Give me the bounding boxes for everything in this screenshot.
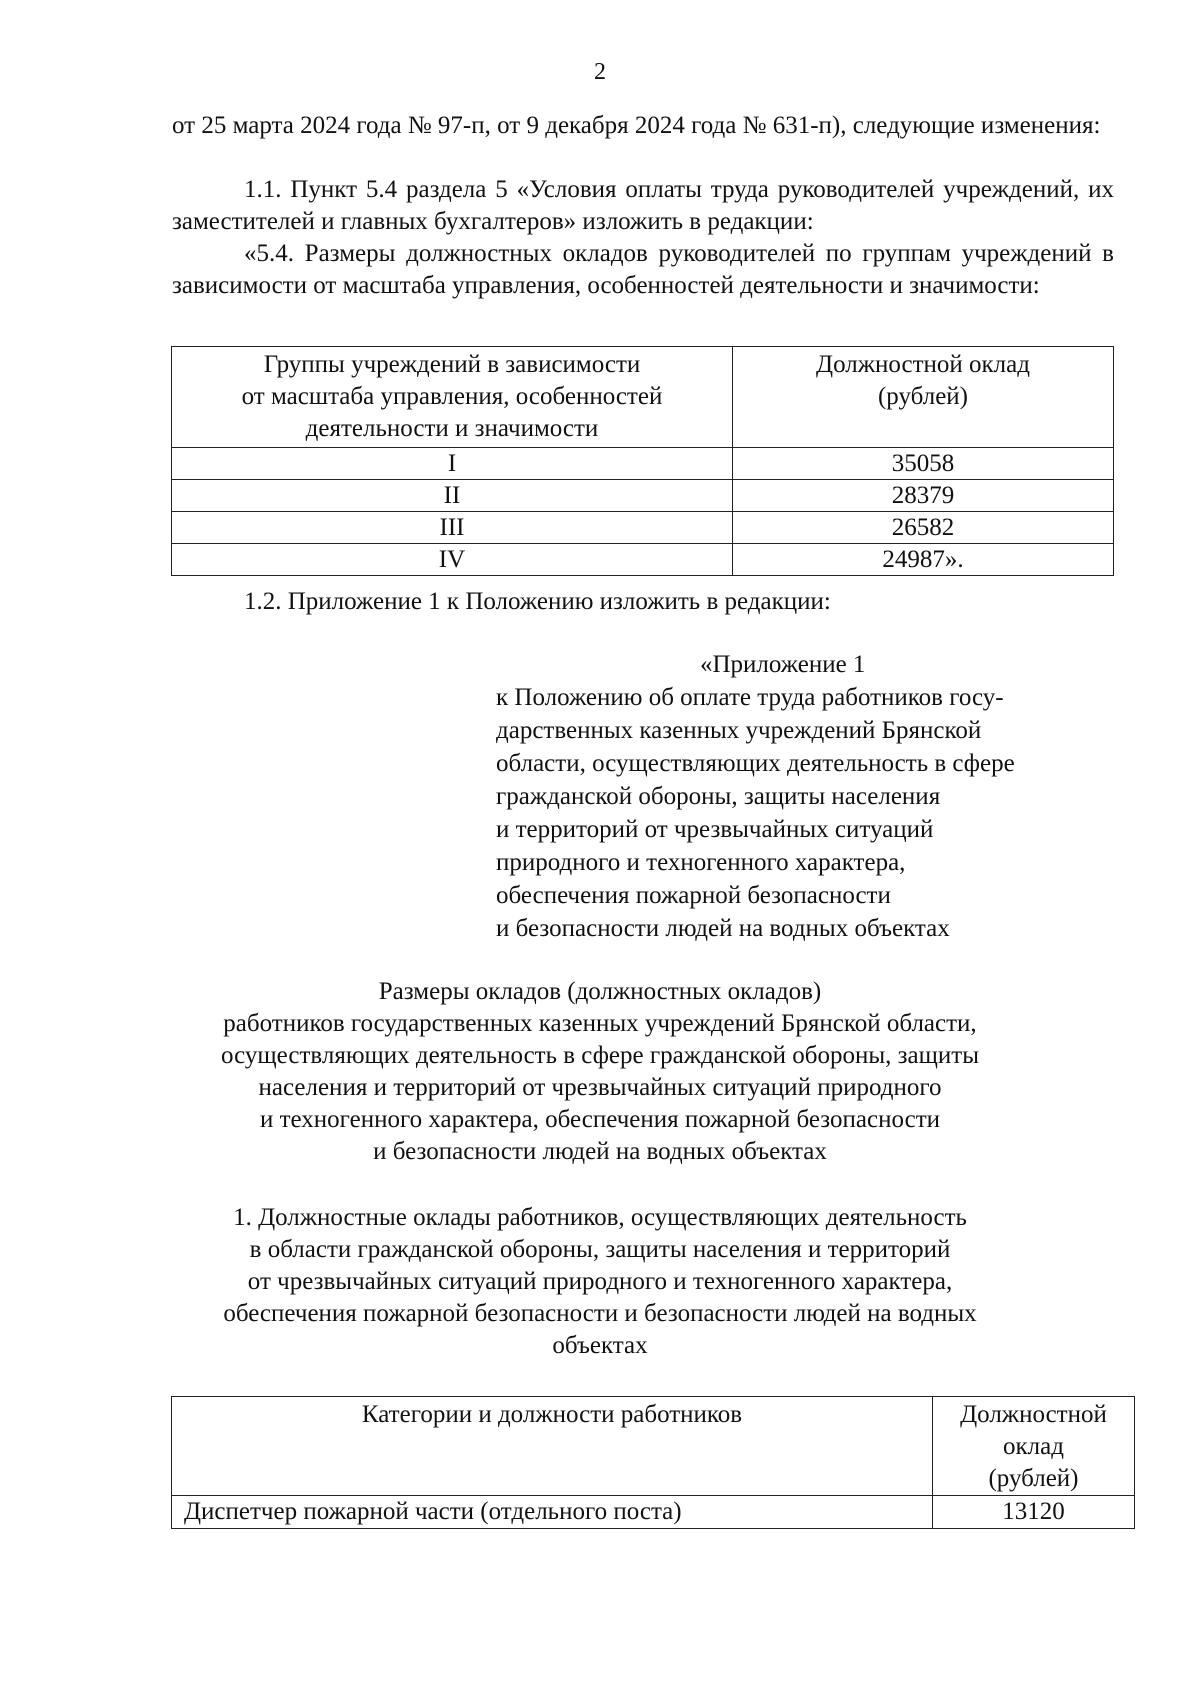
salary-cell: 26582 bbox=[733, 512, 1114, 544]
heading-line: осуществляющих деятельность в сфере гражданской обороны, защиты bbox=[220, 1042, 979, 1069]
section-heading-line: от чрезвычайных ситуаций природного и техногенного характера, bbox=[247, 1268, 953, 1295]
page-number: 2 bbox=[594, 59, 606, 85]
table-row bbox=[172, 1496, 1135, 1529]
header-salary bbox=[733, 347, 1114, 448]
salary-cell: 24987». bbox=[733, 544, 1114, 576]
header-salary-line-2: оклад bbox=[1003, 1433, 1064, 1460]
header-groups-line-3: деятельности и значимости bbox=[305, 415, 599, 442]
annex-line: и территорий от чрезвычайных ситуаций bbox=[496, 816, 934, 843]
heading-line: Размеры окладов (должностных окладов) bbox=[378, 978, 822, 1005]
header-groups-line-1: Группы учреждений в зависимости bbox=[263, 351, 641, 378]
header-salary-line-2: (рублей) bbox=[877, 383, 969, 410]
header-groups bbox=[172, 347, 733, 448]
table-header-row bbox=[172, 1397, 1135, 1496]
table-position-salaries bbox=[171, 1396, 1135, 1529]
header-positions: Категории и должности работников bbox=[172, 1397, 933, 1496]
item-5-4-paragraph: «5.4. Размеры должностных окладов руководителей по группам учреждений в зависимости от масштаба управления, особенностей деятельности и значимости: bbox=[172, 240, 1114, 299]
annex-title: «Приложение 1 bbox=[700, 651, 866, 678]
section-heading-line: в области гражданской обороны, защиты населения и территорий bbox=[249, 1236, 951, 1263]
table-row bbox=[172, 512, 1114, 544]
annex-line: к Положению об оплате труда работников госу- bbox=[496, 684, 1004, 711]
section-heading-line: обеспечения пожарной безопасности и безопасности людей на водных bbox=[223, 1300, 977, 1327]
table-header-row bbox=[172, 347, 1114, 448]
document-heading bbox=[100, 976, 1100, 1168]
header-salary-line-1: Должностной оклад bbox=[816, 351, 1030, 378]
heading-line: и безопасности людей на водных объектах bbox=[373, 1138, 827, 1165]
group-cell: II bbox=[172, 480, 733, 512]
heading-line: и техногенного характера, обеспечения пожарной безопасности bbox=[259, 1106, 941, 1133]
annex-line: области, осуществляющих деятельность в сфере bbox=[496, 750, 1015, 777]
item-1-1-paragraph: 1.1. Пункт 5.4 раздела 5 «Условия оплаты труда руководителей учреждений, их заместителей и главных бухгалтеров» изложить в редакции: bbox=[172, 176, 1114, 235]
table-row bbox=[172, 448, 1114, 480]
group-cell: III bbox=[172, 512, 733, 544]
salary-cell: 35058 bbox=[733, 448, 1114, 480]
heading-line: работников государственных казенных учреждений Брянской области, bbox=[223, 1010, 977, 1037]
item-1-2-paragraph: 1.2. Приложение 1 к Положению изложить в редакции: bbox=[244, 588, 831, 615]
group-cell: I bbox=[172, 448, 733, 480]
section-heading-line: объектах bbox=[552, 1332, 648, 1359]
header-groups-line-2: от масштаба управления, особенностей bbox=[241, 383, 663, 410]
table-row bbox=[172, 544, 1114, 576]
annex-line: и безопасности людей на водных объектах bbox=[496, 915, 950, 942]
salary-cell: 13120 bbox=[933, 1496, 1135, 1529]
group-cell: IV bbox=[172, 544, 733, 576]
header-salary bbox=[933, 1397, 1135, 1496]
annex-line: дарственных казенных учреждений Брянской bbox=[496, 717, 982, 744]
annex-header bbox=[496, 648, 1116, 945]
salary-cell: 28379 bbox=[733, 480, 1114, 512]
header-salary-line-1: Должностной bbox=[960, 1401, 1107, 1428]
heading-line: населения и территорий от чрезвычайных ситуаций природного bbox=[258, 1074, 942, 1101]
table-row bbox=[172, 480, 1114, 512]
annex-line: природного и техногенного характера, bbox=[496, 849, 906, 876]
section-heading-line: 1. Должностные оклады работников, осуществляющих деятельность bbox=[233, 1204, 967, 1231]
position-cell: Диспетчер пожарной части (отдельного поста) bbox=[172, 1496, 933, 1529]
annex-line: обеспечения пожарной безопасности bbox=[496, 882, 891, 909]
header-salary-line-3: (рублей) bbox=[988, 1465, 1079, 1492]
annex-line: гражданской обороны, защиты населения bbox=[496, 783, 941, 810]
table-group-salaries bbox=[171, 346, 1114, 576]
section-1-heading bbox=[100, 1202, 1100, 1362]
intro-paragraph: от 25 марта 2024 года № 97-п, от 9 декабря 2024 года № 631-п), следующие изменения: bbox=[172, 112, 1101, 139]
